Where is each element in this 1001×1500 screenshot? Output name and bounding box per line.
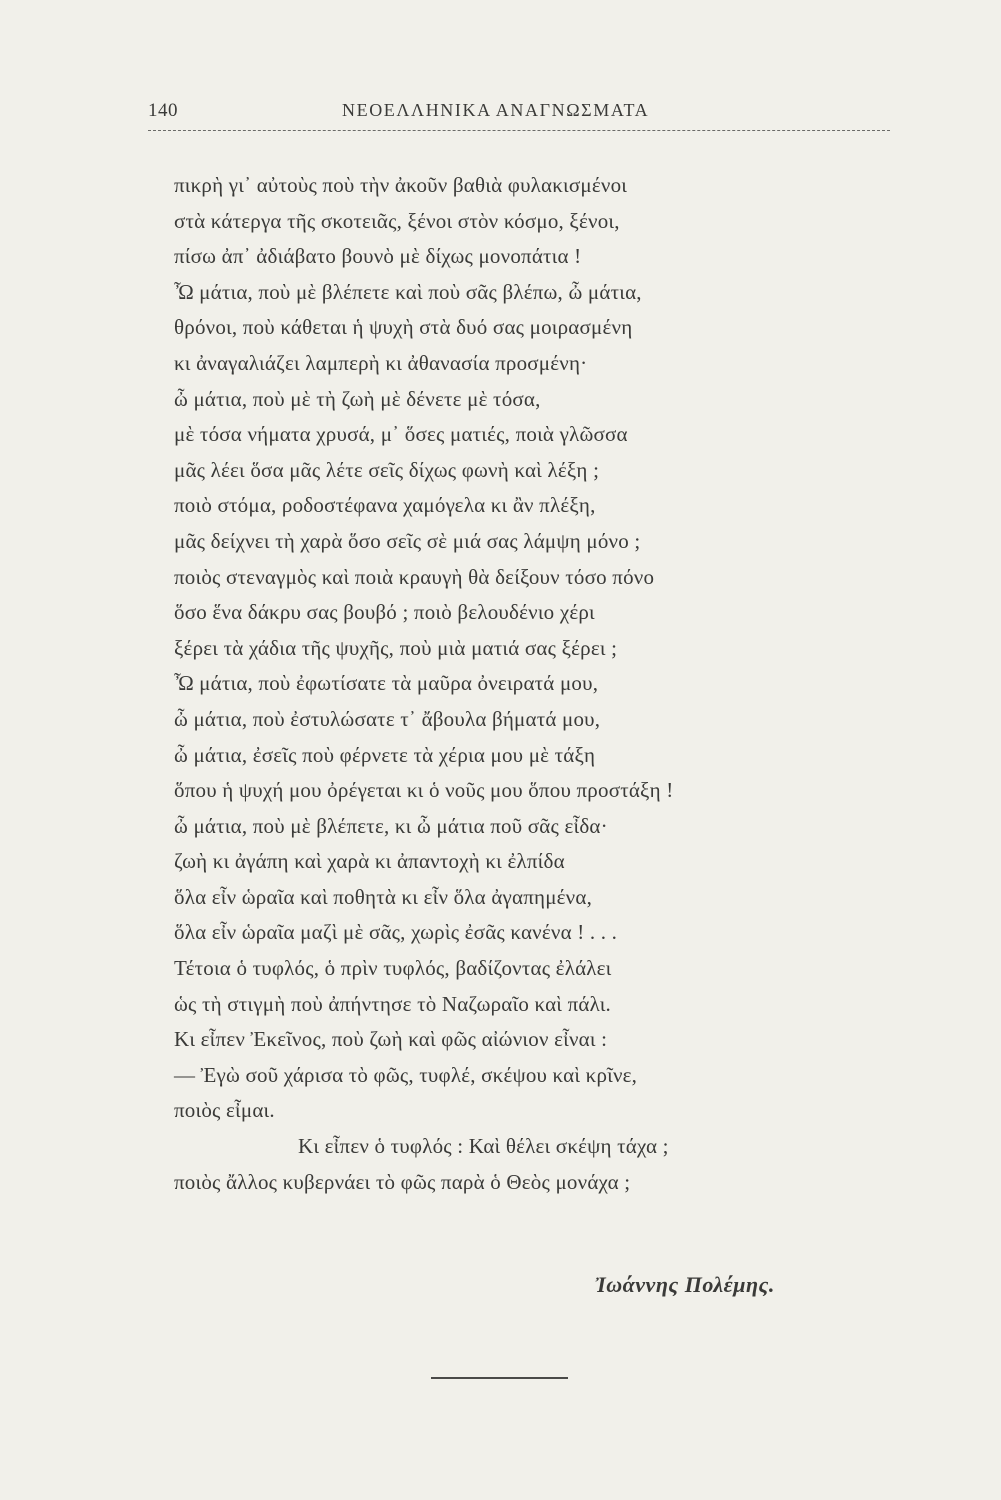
poem-line: στὰ κάτεργα τῆς σκοτειᾶς, ξένοι στὸν κόσμο, ξένοι, (174, 208, 620, 233)
poem-line: Κι εἶπεν ὁ τυφλός : Καὶ θέλει σκέψη τάχα ; (298, 1134, 669, 1159)
poem-line: ὦ μάτια, ἐσεῖς ποὺ φέρνετε τὰ χέρια μου μὲ τάξη (174, 742, 596, 767)
poem-line: ξέρει τὰ χάδια τῆς ψυχῆς, ποὺ μιὰ ματιά σας ξέρει ; (174, 635, 618, 660)
poem-line: ποιὸ στόμα, ροδοστέφανα χαμόγελα κι ἂν πλέξη, (174, 493, 596, 518)
poem-line: πικρὴ γι᾿ αὐτοὺς ποὺ τὴν ἀκοῦν βαθιὰ φυλακισμένοι (174, 173, 628, 197)
poem-line: ποιὸς εἶμαι. (174, 1098, 275, 1123)
header-rule (148, 130, 890, 131)
poem-line: Τέτοια ὁ τυφλός, ὁ πρὶν τυφλός, βαδίζοντας ἐλάλει (174, 956, 612, 981)
poem-line: Ὦ μάτια, ποὺ μὲ βλέπετε καὶ ποὺ σᾶς βλέπω, ὦ μάτια, (174, 279, 642, 304)
poem-line: ζωὴ κι ἀγάπη καὶ χαρὰ κι ἀπαντοχὴ κι ἐλπίδα (174, 849, 565, 874)
running-head (148, 100, 890, 130)
poem-line: ὅλα εἶν ὡραῖα μαζὶ μὲ σᾶς, χωρὶς ἐσᾶς κανένα ! . . . (174, 920, 618, 945)
page-number: 140 (148, 100, 178, 121)
poem-line: ὅλα εἶν ὡραῖα καὶ ποθητὰ κι εἶν ὅλα ἀγαπημένα, (174, 884, 593, 909)
poem-line: ὅπου ἡ ψυχή μου ὀρέγεται κι ὁ νοῦς μου ὅπου προστάξη ! (174, 778, 674, 803)
poem-line: ποιὸς ἄλλος κυβερνάει τὸ φῶς παρὰ ὁ Θεὸς μονάχα ; (174, 1169, 631, 1194)
poem-line: πίσω ἀπ᾿ ἀδιάβατο βουνὸ μὲ δίχως μονοπάτια ! (174, 244, 582, 269)
poem-text (174, 168, 874, 1200)
poem-line: ὅσο ἕνα δάκρυ σας βουβό ; ποιὸ βελουδένιο χέρι (174, 600, 595, 625)
poem-line: ὦ μάτια, ποὺ ἐστυλώσατε τ᾿ ἄβουλα βήματά μου, (174, 706, 601, 731)
poem-line: μὲ τόσα νήματα χρυσά, μ᾿ ὅσες ματιές, ποιὰ γλῶσσα (174, 422, 628, 447)
end-rule (431, 1377, 568, 1379)
poem-line: κι ἀναγαλιάζει λαμπερὴ κι ἀθανασία προσμένη· (174, 350, 588, 375)
running-title: ΝΕΟΕΛΛΗΝΙΚΑ ΑΝΑΓΝΩΣΜΑΤΑ (342, 100, 650, 120)
poem-line: Ὦ μάτια, ποὺ ἐφωτίσατε τὰ μαῦρα ὀνειρατά μου, (174, 671, 599, 696)
poem-line: ὦ μάτια, ποὺ μὲ τὴ ζωὴ μὲ δένετε μὲ τόσα, (174, 386, 541, 411)
poem-line: μᾶς δείχνει τὴ χαρὰ ὅσο σεῖς σὲ μιά σας λάμψη μόνο ; (174, 528, 641, 553)
poem-line: ὦ μάτια, ποὺ μὲ βλέπετε, κι ὦ μάτια ποῦ σᾶς εἶδα· (174, 813, 608, 838)
poem-line: Κι εἶπεν Ἐκεῖνος, ποὺ ζωὴ καὶ φῶς αἰώνιον εἶναι : (174, 1027, 608, 1052)
author-signature: Ἰωάννης Πολέμης. (595, 1272, 775, 1297)
poem-line: θρόνοι, ποὺ κάθεται ἡ ψυχὴ στὰ δυό σας μοιρασμένη (174, 315, 633, 340)
poem-line: ὡς τὴ στιγμὴ ποὺ ἀπήντησε τὸ Ναζωραῖο καὶ πάλι. (174, 991, 612, 1016)
poem-line: ποιὸς στεναγμὸς καὶ ποιὰ κραυγὴ θὰ δείξουν τόσο πόνο (174, 564, 655, 589)
poem-line: — Ἐγὼ σοῦ χάρισα τὸ φῶς, τυφλέ, σκέψου καὶ κρῖνε, (174, 1062, 638, 1087)
poem-line: μᾶς λέει ὅσα μᾶς λέτε σεῖς δίχως φωνὴ καὶ λέξη ; (174, 457, 600, 482)
